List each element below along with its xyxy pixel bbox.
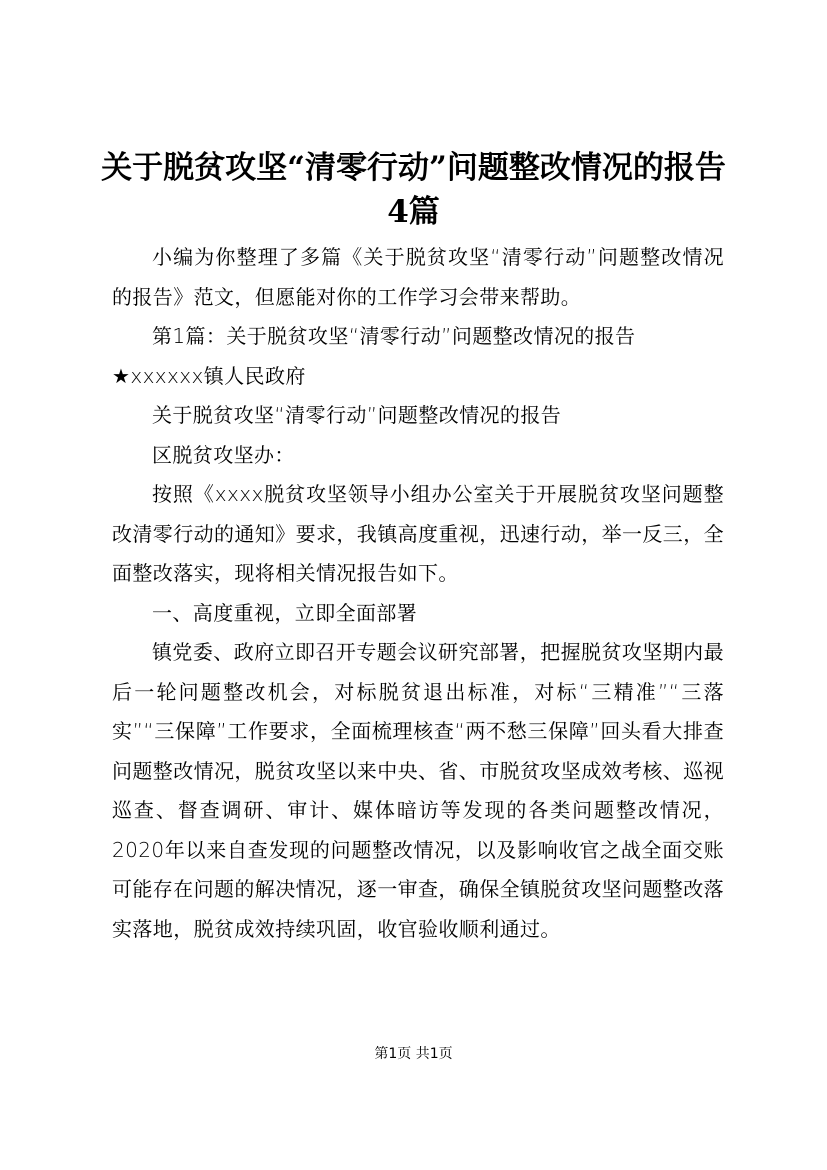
document-body [112,238,724,949]
intro-paragraph: 小编为你整理了多篇《关于脱贫攻坚“清零行动”问题整改情况的报告》范文，但愿能对你的工作学习会带来帮助。 [112,245,724,309]
page-footer: 第1页 共1页 [374,1046,453,1062]
section-heading: 一、高度重视，立即全面部署 [152,600,418,625]
body-paragraph: 镇党委、政府立即召开专题会议研究部署，把握脱贫攻坚期内最后一轮问题整改机会，对标脱贫退出标准，对标“三精准”“三落实”“三保障”工作要求，全面梳理核查“两不愁三保障”回头看大排查问题整改情况，脱贫攻坚以来中央、省、市脱贫攻坚成效考核、巡视巡查、督查调研、审计、媒体暗访等发现的各类问题整改情况，2020年以来自查发现的问题整改情况，以及影响收官之战全面交账可能存在问题的解决情况，逐一审查，确保全镇脱贫攻坚问题整改落实落地，脱贫成效持续巩固，收官验收顺利通过。 [112,640,724,941]
report-title-line: 关于脱贫攻坚“清零行动”问题整改情况的报告 [152,403,562,427]
document-title: 关于脱贫攻坚“清零行动”问题整改情况的报告4篇 [101,150,726,230]
issuer-line: ★xxxxxx镇人民政府 [112,363,306,388]
article-heading: 第1篇：关于脱贫攻坚“清零行动”问题整改情况的报告 [152,324,636,348]
body-paragraph: 按照《xxxx脱贫攻坚领导小组办公室关于开展脱贫攻坚问题整改清零行动的通知》要求，我镇高度重视，迅速行动，举一反三，全面整改落实，现将相关情况报告如下。 [112,482,724,585]
addressee-line: 区脱贫攻坚办： [152,442,295,467]
